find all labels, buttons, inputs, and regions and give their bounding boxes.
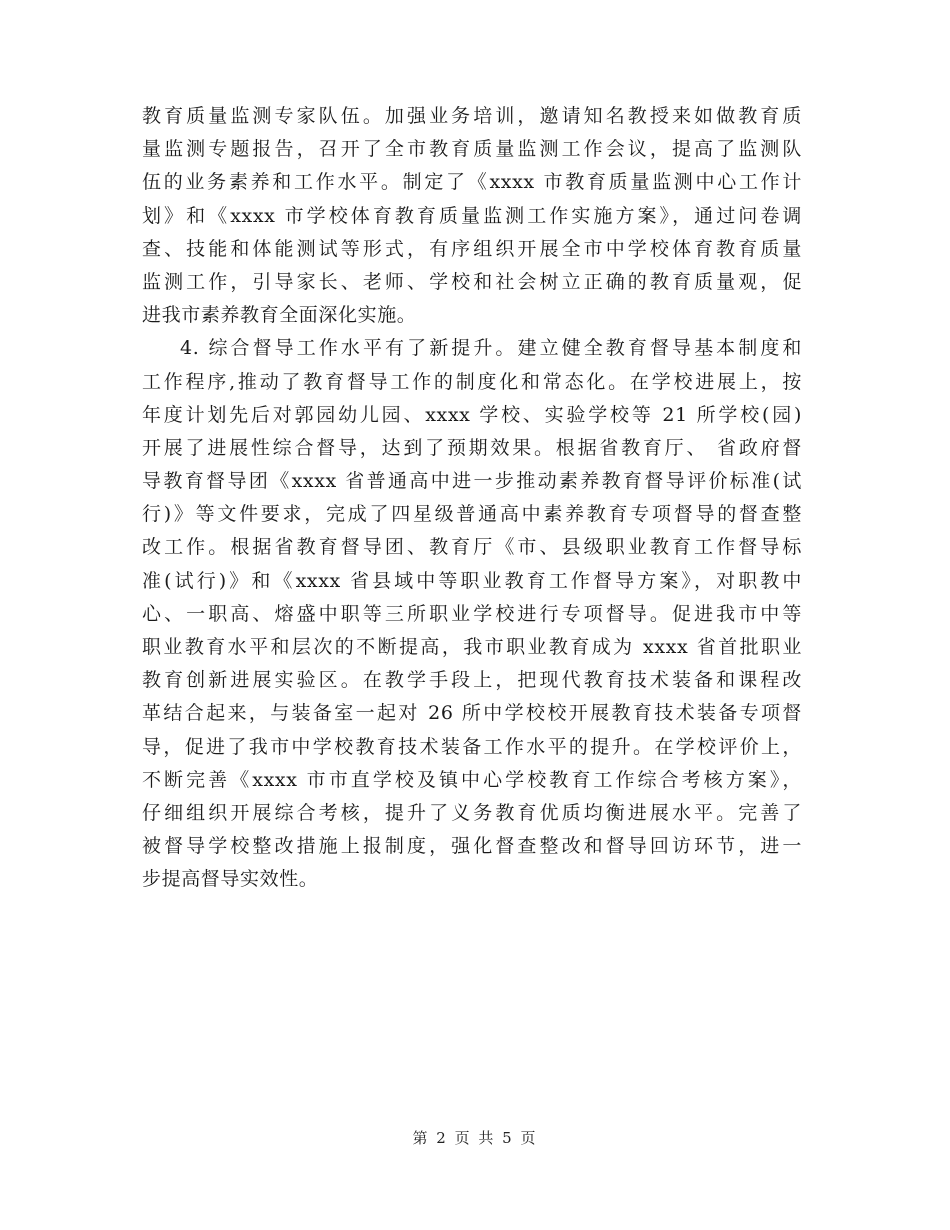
text-line: 进我市素养教育全面深化实施。 (142, 304, 417, 327)
text-line: 工作程序,推动了教育督导工作的制度化和常态化。在学校进展上，按 (142, 370, 802, 393)
document-body (142, 100, 802, 897)
text-line: 改工作。根据省教育督导团、教育厅《市、县级职业教育工作督导标 (142, 536, 802, 559)
text-line: 心、一职高、熔盛中职等三所职业学校进行专项督导。促进我市中等 (142, 602, 802, 625)
text-line: 不断完善《xxxx 市市直学校及镇中心学校教育工作综合考核方案》， (142, 768, 802, 791)
text-line: 准(试行)》和《xxxx 省县域中等职业教育工作督导方案》，对职教中 (142, 569, 802, 592)
text-line: 步提高督导实效性。 (142, 868, 319, 891)
text-line: 革结合起来，与装备室一起对 26 所中学校校开展教育技术装备专项督 (142, 702, 802, 725)
text-line: 被督导学校整改措施上报制度，强化督查整改和督导回访环节，进一 (142, 835, 802, 858)
text-line: 监测工作，引导家长、老师、学校和社会树立正确的教育质量观，促 (142, 270, 802, 293)
text-line: 开展了进展性综合督导，达到了预期效果。根据省教育厅、 省政府督 (142, 436, 802, 459)
text-line: 划》和《xxxx 市学校体育教育质量监测工作实施方案》，通过问卷调 (142, 204, 802, 227)
text-line: 教育创新进展实验区。在教学手段上，把现代教育技术装备和课程改 (142, 669, 802, 692)
text-line: 查、技能和体能测试等形式，有序组织开展全市中学校体育教育质量 (142, 237, 802, 260)
page-number-footer: 第 2 页 共 5 页 (412, 1129, 538, 1147)
text-line: 年度计划先后对郭园幼儿园、xxxx 学校、实验学校等 21 所学校(园) (142, 403, 802, 426)
text-line: 导教育督导团《xxxx 省普通高中进一步推动素养教育督导评价标准(试 (142, 470, 802, 493)
text-line: 行)》等文件要求，完成了四星级普通高中素养教育专项督导的督查整 (142, 503, 802, 526)
text-line: 教育质量监测专家队伍。加强业务培训，邀请知名教授来如做教育质 (142, 105, 802, 127)
text-line: 职业教育水平和层次的不断提高，我市职业教育成为 xxxx 省首批职业 (142, 636, 802, 658)
paragraph-heading-line: 4. 综合督导工作水平有了新提升。建立健全教育督导基本制度和 (180, 337, 802, 360)
text-line: 量监测专题报告，召开了全市教育质量监测工作会议，提高了监测队 (142, 138, 802, 161)
paragraph-quality-monitoring (142, 100, 802, 332)
text-line: 仔细组织开展综合考核，提升了义务教育优质均衡进展水平。完善了 (142, 801, 802, 824)
paragraph-comprehensive-supervision (142, 332, 802, 896)
text-line: 伍的业务素养和工作水平。制定了《xxxx 市教育质量监测中心工作计 (142, 171, 802, 194)
text-line: 导，促进了我市中学校教育技术装备工作水平的提升。在学校评价上， (142, 735, 802, 758)
